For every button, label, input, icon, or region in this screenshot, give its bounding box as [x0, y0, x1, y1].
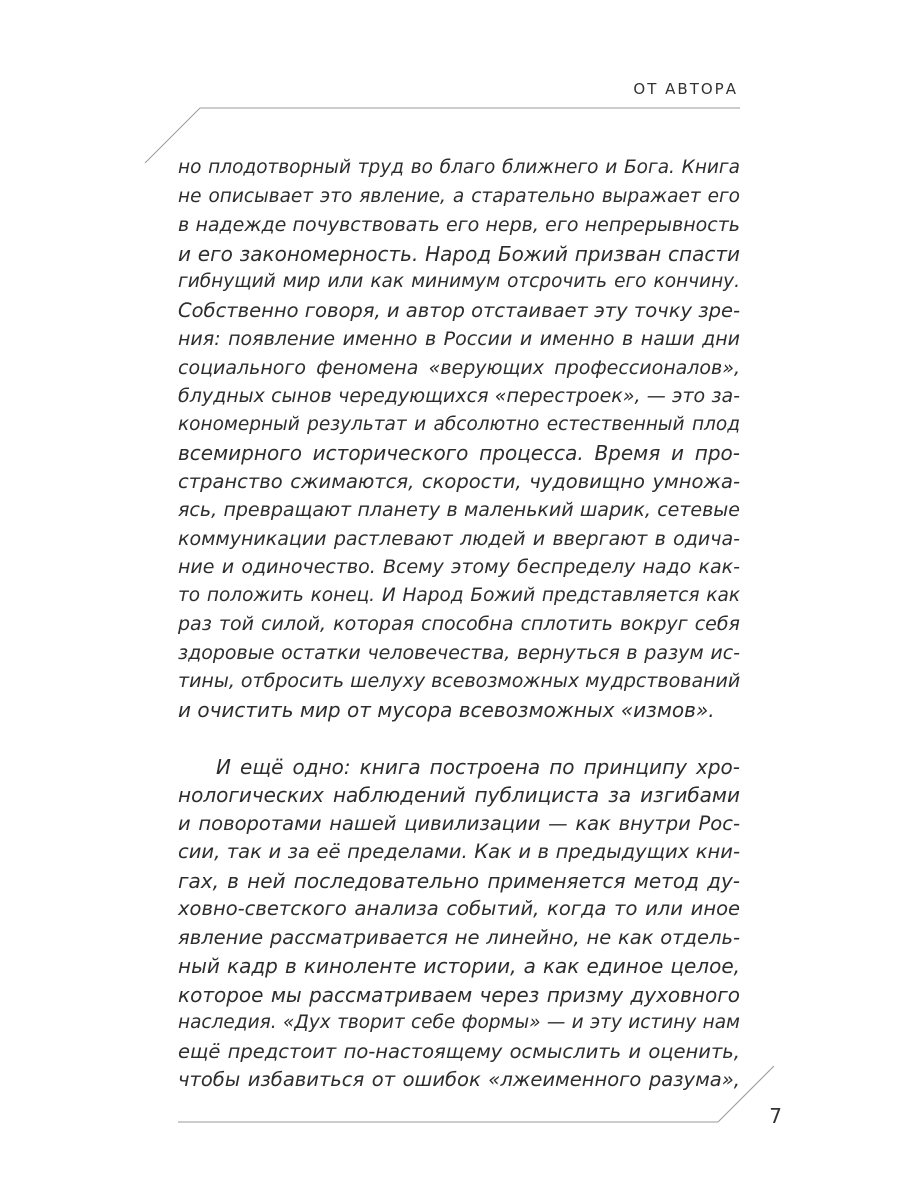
text-line: всемирного исторического процесса. Время и про-: [178, 441, 740, 465]
text-line: чтобы избавиться от ошибок «лжеименного разума»,: [178, 1068, 740, 1091]
text-line: блудных сынов чередующихся «перестроек», — это за-: [178, 385, 740, 407]
body-text: [178, 154, 740, 1095]
text-line: социального феномена «верующих профессионалов»,: [178, 356, 740, 379]
text-line: и поворотами нашей цивилизации — как внутри Рос-: [178, 811, 740, 835]
text-line: И ещё одно: книга построена по принципу хро-: [216, 754, 740, 779]
text-line: тины, отбросить шелуху всевозможных мудрствований: [178, 670, 741, 692]
text-line: ный кадр в киноленте истории, а как единое целое,: [178, 954, 740, 978]
text-line: ещё предстоит по-настоящему осмыслить и оценить,: [178, 1039, 740, 1063]
text-line: нологических наблюдений публициста за изгибами: [178, 783, 740, 807]
text-line: ясь, превращают планету в маленький шарик, сетевые: [178, 499, 740, 521]
paragraph-2: [178, 753, 740, 1095]
text-line: ховно-светского анализа событий, когда то или иное: [178, 897, 740, 920]
text-line: и его закономерность. Народ Божий призван спасти: [178, 241, 740, 266]
text-line: в надежде почувствовать его нерв, его непрерывность: [178, 214, 740, 236]
text-line: странство сжимаются, скорости, чудовищно умножа-: [178, 469, 740, 493]
text-line: сии, так и за её пределами. Как и в предыдущих кни-: [178, 840, 740, 863]
text-line: наследия. «Дух творит себе формы» — и эту истину нам: [178, 1012, 740, 1033]
text-line: не описывает это явление, а старательно выражает его: [178, 185, 740, 207]
paragraph-1: [178, 154, 740, 724]
text-line: ния: появление именно в России и именно в наши дни: [178, 328, 740, 350]
text-line: кономерный результат и абсолютно естественный плод: [178, 413, 740, 435]
text-line: здоровые остатки человечества, вернуться в разум ис-: [178, 641, 740, 664]
page-number: 7: [769, 1104, 782, 1128]
text-line: Собственно говоря, и автор отстаивает эту точку зре-: [178, 298, 740, 322]
text-line: то положить конец. И Народ Божий представляется как: [178, 584, 740, 606]
text-line: гах, в ней последовательно применяется метод ду-: [178, 868, 740, 893]
text-line: явление рассматривается не линейно, не как отдель-: [178, 925, 740, 949]
text-line: раз той силой, которая способна сплотить вокруг себя: [178, 613, 740, 635]
paragraph-gap: [178, 724, 740, 753]
text-line: гибнущий мир или как минимум отсрочить его кончину.: [178, 271, 740, 292]
text-line: которое мы рассматриваем через призму духовного: [178, 982, 740, 1007]
text-line: коммуникации растлевают людей и ввергают в одича-: [178, 527, 740, 550]
text-line: но плодотворный труд во благо ближнего и Бога. Книга: [178, 157, 740, 178]
running-header: ОТ АВТОРА: [633, 80, 738, 98]
text-line: ние и одиночество. Всему этому беспределу надо как-: [178, 556, 740, 578]
text-line: и очистить мир от мусора всевозможных «измов».: [178, 697, 715, 722]
